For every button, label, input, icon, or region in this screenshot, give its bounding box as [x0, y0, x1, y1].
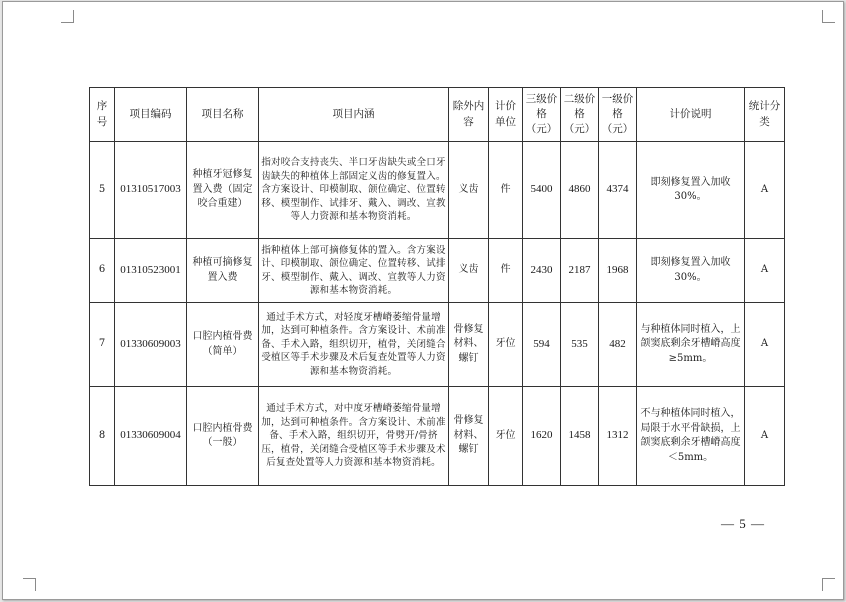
- cell-price1: 1312: [599, 387, 637, 486]
- cell-content: 通过手术方式，对中度牙槽嵴萎缩骨量增加，达到可种植条件。含方案设计、术前准备、手术入路，组织切开，骨劈开/骨挤压，植骨，关闭缝合受植区等手术步骤及术后复查处置等人力资源和基本物资消耗。: [259, 387, 449, 486]
- header-price2: 二级价格（元）: [561, 88, 599, 142]
- cell-code: 01330609004: [115, 387, 187, 486]
- header-content: 项目内涵: [259, 88, 449, 142]
- table-row: [90, 303, 785, 387]
- cell-price2: 2187: [561, 239, 599, 303]
- cell-price3: 2430: [523, 239, 561, 303]
- cell-unit: 牙位: [489, 303, 523, 387]
- cell-price1: 482: [599, 303, 637, 387]
- cell-exclude: 义齿: [449, 239, 489, 303]
- cell-price1: 4374: [599, 142, 637, 239]
- crop-mark-bottom-right: [822, 578, 835, 591]
- cell-content: 通过手术方式，对轻度牙槽嵴萎缩骨量增加，达到可种植条件。含方案设计、术前准备、手术入路，组织切开，植骨，关闭缝合受植区等手术步骤及术后复查处置等人力资源和基本物资消耗。: [259, 303, 449, 387]
- cell-exclude: 骨修复材料、螺钉: [449, 387, 489, 486]
- cell-category: A: [745, 387, 785, 486]
- cell-note: 即刻修复置入加收30%。: [637, 239, 745, 303]
- header-seq: 序号: [90, 88, 115, 142]
- table-header-row: [90, 88, 785, 142]
- cell-seq: 8: [90, 387, 115, 486]
- fee-table: [89, 87, 785, 486]
- cell-seq: 5: [90, 142, 115, 239]
- cell-code: 01310517003: [115, 142, 187, 239]
- cell-category: A: [745, 239, 785, 303]
- header-unit: 计价单位: [489, 88, 523, 142]
- table-row: [90, 142, 785, 239]
- cell-name: 口腔内植骨费（一般）: [187, 387, 259, 486]
- cell-price2: 1458: [561, 387, 599, 486]
- cell-price3: 5400: [523, 142, 561, 239]
- cell-content: 指种植体上部可摘修复体的置入。含方案设计、印模制取、颌位确定、位置转移、试排牙、模型制作、戴入、调改、宣教等人力资源和基本物资消耗。: [259, 239, 449, 303]
- cell-code: 01330609003: [115, 303, 187, 387]
- cell-price2: 535: [561, 303, 599, 387]
- cell-category: A: [745, 303, 785, 387]
- cell-note: 即刻修复置入加收30%。: [637, 142, 745, 239]
- table-row: [90, 387, 785, 486]
- cell-code: 01310523001: [115, 239, 187, 303]
- cell-category: A: [745, 142, 785, 239]
- cell-unit: 件: [489, 239, 523, 303]
- header-code: 项目编码: [115, 88, 187, 142]
- cell-price1: 1968: [599, 239, 637, 303]
- page-number: — 5 —: [721, 516, 765, 531]
- cell-note: 与种植体同时植入，上颌窦底剩余牙槽嵴高度≥5mm。: [637, 303, 745, 387]
- crop-mark-top-right: [822, 10, 835, 23]
- header-price1: 一级价格（元）: [599, 88, 637, 142]
- cell-unit: 牙位: [489, 387, 523, 486]
- cell-exclude: 骨修复材料、螺钉: [449, 303, 489, 387]
- header-exclude: 除外内容: [449, 88, 489, 142]
- cell-price3: 1620: [523, 387, 561, 486]
- document-page: [2, 1, 844, 600]
- cell-unit: 件: [489, 142, 523, 239]
- header-price3: 三级价格（元）: [523, 88, 561, 142]
- cell-price3: 594: [523, 303, 561, 387]
- crop-mark-bottom-left: [23, 578, 36, 591]
- cell-seq: 6: [90, 239, 115, 303]
- cell-exclude: 义齿: [449, 142, 489, 239]
- cell-name: 种植可摘修复置入费: [187, 239, 259, 303]
- crop-mark-top-left: [61, 10, 74, 23]
- cell-price2: 4860: [561, 142, 599, 239]
- cell-seq: 7: [90, 303, 115, 387]
- cell-content: 指对咬合支持丧失、半口牙齿缺失或全口牙齿缺失的种植体上部固定义齿的修复置入。含方案设计、印模制取、颌位确定、位置转移、模型制作、试排牙、戴入、调改、宣教等人力资源和基本物资消耗。: [259, 142, 449, 239]
- header-note: 计价说明: [637, 88, 745, 142]
- table-row: [90, 239, 785, 303]
- cell-name: 口腔内植骨费（简单）: [187, 303, 259, 387]
- header-category: 统计分类: [745, 88, 785, 142]
- cell-name: 种植牙冠修复置入费（固定咬合重建）: [187, 142, 259, 239]
- header-name: 项目名称: [187, 88, 259, 142]
- cell-note: 不与种植体同时植入，局限于水平骨缺损，上颌窦底剩余牙槽嵴高度＜5mm。: [637, 387, 745, 486]
